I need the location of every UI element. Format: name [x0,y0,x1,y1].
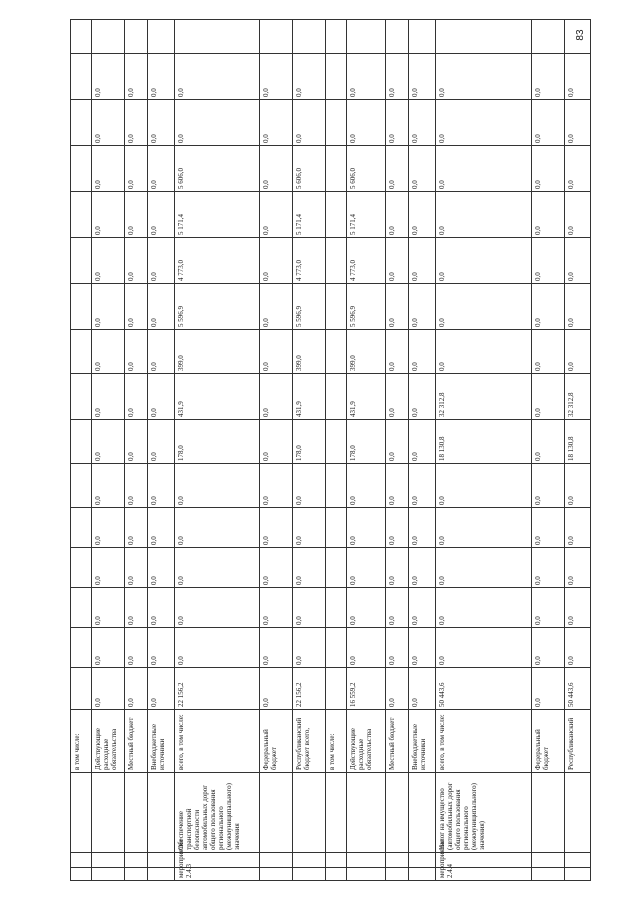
value-cell: 0,0 [531,330,564,374]
value-cell: 0,0 [174,464,259,508]
table-row [564,20,590,881]
label-cell: Федеральный бюджет [531,710,564,773]
value-cell: 4 773,0 [293,238,326,284]
label-cell [71,773,92,853]
value-cell: 0,0 [91,420,124,464]
value-cell: 0,0 [91,588,124,628]
label-cell [326,853,347,868]
value-cell [71,464,92,508]
value-cell: 0,0 [147,284,174,330]
value-cell: 0,0 [91,54,124,100]
value-cell [326,668,347,710]
value-cell: 399,0 [174,330,259,374]
value-cell: 0,0 [386,464,409,508]
value-cell: 0,0 [124,464,147,508]
value-cell [71,628,92,668]
value-cell: 0,0 [91,374,124,420]
value-cell: 0,0 [259,146,292,192]
value-cell: 0,0 [293,588,326,628]
value-cell: 0,0 [174,548,259,588]
value-cell: 0,0 [409,284,436,330]
value-cell: 0,0 [124,628,147,668]
table-row [531,20,564,881]
value-cell: 0,0 [124,192,147,238]
label-cell [293,868,326,881]
table-row [91,20,124,881]
label-cell: Обеспечение транспортной безопасности автомобильных дорог общего пользования регионального (межмуниципального) значения [174,773,259,853]
value-cell: 0,0 [409,628,436,668]
value-cell [124,20,147,54]
label-cell: Налог на имущество (автомобильных дорог общего пользования регионального (межмуниципального) значения) [436,773,531,853]
value-cell: 0,0 [531,464,564,508]
value-cell: 5 606,0 [293,146,326,192]
value-cell: 0,0 [436,192,531,238]
label-cell [259,868,292,881]
label-cell: всего, в том числе: [436,710,531,773]
value-cell: 0,0 [124,54,147,100]
value-cell: 431,9 [174,374,259,420]
rotated-document-page [70,40,591,881]
label-cell: Федеральный бюджет [259,710,292,773]
value-cell: 0,0 [259,668,292,710]
value-cell: 0,0 [347,54,386,100]
value-cell: 0,0 [436,238,531,284]
value-cell: 0,0 [564,464,590,508]
label-cell: Внебюджетные источники [147,710,174,773]
value-cell [147,20,174,54]
value-cell: 0,0 [259,374,292,420]
value-cell: 0,0 [147,54,174,100]
label-cell [293,853,326,868]
table-row [174,20,259,881]
value-cell: 0,0 [259,508,292,548]
value-cell: 0,0 [531,588,564,628]
value-cell [71,238,92,284]
value-cell: 0,0 [124,508,147,548]
table-row [386,20,409,881]
value-cell: 0,0 [91,548,124,588]
table-row [409,20,436,881]
value-cell: 0,0 [124,374,147,420]
value-cell: 0,0 [147,100,174,146]
table-row [293,20,326,881]
value-cell: 0,0 [386,588,409,628]
value-cell: 5 171,4 [293,192,326,238]
label-cell [326,868,347,881]
value-cell: 0,0 [147,508,174,548]
value-cell: 0,0 [436,464,531,508]
value-cell: 0,0 [347,464,386,508]
value-cell [71,374,92,420]
value-cell: 0,0 [147,146,174,192]
value-cell: 0,0 [564,284,590,330]
value-cell: 0,0 [174,508,259,548]
value-cell: 0,0 [293,628,326,668]
label-cell [531,773,564,853]
value-cell [71,100,92,146]
label-cell: Действующие расходные обязательства [347,710,386,773]
value-cell: 0,0 [293,100,326,146]
value-cell: 0,0 [531,420,564,464]
value-cell [386,20,409,54]
label-cell [259,773,292,853]
value-cell: 0,0 [259,628,292,668]
value-cell [71,284,92,330]
table-row [436,20,531,881]
value-cell [326,374,347,420]
value-cell [326,548,347,588]
value-cell [531,20,564,54]
value-cell: 0,0 [564,100,590,146]
value-cell: 0,0 [531,238,564,284]
value-cell: 5 596,9 [174,284,259,330]
value-cell: 0,0 [91,146,124,192]
value-cell [326,588,347,628]
value-cell: 22 156,2 [293,668,326,710]
value-cell: 5 606,0 [347,146,386,192]
value-cell: 32 312,8 [436,374,531,420]
value-cell: 0,0 [174,54,259,100]
value-cell: 431,9 [293,374,326,420]
value-cell: 0,0 [436,588,531,628]
value-cell: 22 156,2 [174,668,259,710]
value-cell [71,192,92,238]
value-cell [259,20,292,54]
value-cell [71,54,92,100]
value-cell [71,146,92,192]
value-cell: 0,0 [531,192,564,238]
table-row [124,20,147,881]
label-cell [124,853,147,868]
value-cell: 0,0 [386,548,409,588]
label-cell [147,773,174,853]
value-cell: 0,0 [409,420,436,464]
value-cell: 0,0 [564,146,590,192]
value-cell: 0,0 [409,100,436,146]
value-cell: 0,0 [91,628,124,668]
value-cell: 0,0 [147,628,174,668]
label-cell: в том числе: [326,710,347,773]
value-cell: 0,0 [147,420,174,464]
value-cell: 0,0 [259,100,292,146]
value-cell: 0,0 [91,508,124,548]
label-cell [386,868,409,881]
table-row [71,20,92,881]
value-cell [71,20,92,54]
value-cell: 0,0 [564,508,590,548]
label-cell: Местный бюджет [124,710,147,773]
value-cell: 50 443,6 [436,668,531,710]
value-cell [436,20,531,54]
label-cell: мероприятие 2.4.3 [174,868,259,881]
table-row [326,20,347,881]
value-cell: 5 171,4 [347,192,386,238]
value-cell: 18 130,8 [436,420,531,464]
value-cell: 0,0 [409,330,436,374]
value-cell: 0,0 [386,330,409,374]
value-cell: 0,0 [259,588,292,628]
value-cell: 0,0 [293,548,326,588]
value-cell: 0,0 [293,464,326,508]
value-cell: 0,0 [259,548,292,588]
value-cell [326,420,347,464]
value-cell: 5 171,4 [174,192,259,238]
value-cell: 178,0 [347,420,386,464]
value-cell [326,146,347,192]
value-cell: 0,0 [259,330,292,374]
value-cell [326,628,347,668]
label-cell [386,853,409,868]
value-cell: 0,0 [564,192,590,238]
budget-table [70,19,591,881]
value-cell: 0,0 [124,668,147,710]
value-cell: 0,0 [259,54,292,100]
value-cell: 0,0 [436,284,531,330]
label-cell [147,853,174,868]
value-cell: 0,0 [347,548,386,588]
value-cell: 0,0 [564,588,590,628]
value-cell: 5 596,9 [347,284,386,330]
value-cell: 0,0 [436,54,531,100]
label-cell: Внебюджетные источники [409,710,436,773]
value-cell: 399,0 [347,330,386,374]
value-cell: 4 773,0 [174,238,259,284]
value-cell: 0,0 [91,284,124,330]
value-cell: 0,0 [174,588,259,628]
value-cell: 0,0 [124,420,147,464]
value-cell [71,548,92,588]
value-cell: 0,0 [147,238,174,284]
label-cell: Местный бюджет [386,710,409,773]
value-cell: 0,0 [147,588,174,628]
value-cell [326,54,347,100]
value-cell: 0,0 [409,146,436,192]
value-cell: 0,0 [409,508,436,548]
value-cell: 5 606,0 [174,146,259,192]
label-cell [347,868,386,881]
value-cell: 0,0 [436,100,531,146]
value-cell [71,668,92,710]
value-cell: 0,0 [386,628,409,668]
label-cell [259,853,292,868]
value-cell: 431,9 [347,374,386,420]
label-cell [326,773,347,853]
value-cell: 0,0 [147,668,174,710]
value-cell: 0,0 [564,330,590,374]
value-cell: 0,0 [124,330,147,374]
value-cell: 0,0 [124,146,147,192]
value-cell: 0,0 [124,284,147,330]
value-cell [326,192,347,238]
value-cell: 0,0 [386,284,409,330]
value-cell [71,330,92,374]
label-cell [564,853,590,868]
value-cell: 0,0 [386,192,409,238]
value-cell: 0,0 [91,192,124,238]
value-cell [347,20,386,54]
label-cell [564,773,590,853]
value-cell: 0,0 [147,192,174,238]
value-cell [293,20,326,54]
value-cell: 0,0 [436,628,531,668]
label-cell [409,773,436,853]
table-row [347,20,386,881]
value-cell: 0,0 [91,238,124,284]
value-cell: 0,0 [347,508,386,548]
value-cell [326,508,347,548]
value-cell: 178,0 [174,420,259,464]
label-cell [347,853,386,868]
label-cell [91,868,124,881]
label-cell [386,773,409,853]
value-cell [326,330,347,374]
value-cell: 0,0 [409,464,436,508]
value-cell: 0,0 [347,628,386,668]
value-cell: 0,0 [531,668,564,710]
value-cell: 0,0 [564,238,590,284]
table-row [147,20,174,881]
value-cell: 0,0 [147,464,174,508]
value-cell: 0,0 [386,508,409,548]
value-cell: 0,0 [409,238,436,284]
label-cell [293,773,326,853]
value-cell [409,20,436,54]
value-cell: 0,0 [531,100,564,146]
value-cell: 0,0 [174,100,259,146]
value-cell: 4 773,0 [347,238,386,284]
value-cell: 0,0 [347,588,386,628]
label-cell: Республиканский бюджет всего, [293,710,326,773]
value-cell: 0,0 [347,100,386,146]
page-number: 83 [575,29,586,41]
value-cell [71,420,92,464]
value-cell: 0,0 [91,668,124,710]
label-cell: Действующие расходные обязательства [91,710,124,773]
value-cell: 0,0 [91,100,124,146]
value-cell: 0,0 [124,100,147,146]
value-cell: 0,0 [259,464,292,508]
value-cell: 0,0 [436,146,531,192]
value-cell: 0,0 [564,548,590,588]
value-cell: 0,0 [409,588,436,628]
label-cell [124,868,147,881]
label-cell [91,773,124,853]
label-cell [91,853,124,868]
label-cell [71,868,92,881]
value-cell [326,238,347,284]
label-cell [71,853,92,868]
value-cell: 0,0 [147,374,174,420]
value-cell: 0,0 [147,330,174,374]
label-cell: Республиканский [564,710,590,773]
label-cell [409,868,436,881]
value-cell: 0,0 [409,374,436,420]
value-cell: 0,0 [386,146,409,192]
value-cell: 0,0 [531,146,564,192]
value-cell: 0,0 [174,628,259,668]
value-cell: 0,0 [409,548,436,588]
value-cell: 32 312,8 [564,374,590,420]
value-cell: 0,0 [259,192,292,238]
value-cell [326,20,347,54]
value-cell: 0,0 [531,284,564,330]
value-cell [326,284,347,330]
value-cell [71,588,92,628]
value-cell: 0,0 [409,668,436,710]
value-cell: 0,0 [436,330,531,374]
value-cell: 0,0 [259,238,292,284]
label-cell [531,853,564,868]
value-cell: 0,0 [147,548,174,588]
value-cell: 0,0 [386,100,409,146]
value-cell [326,100,347,146]
value-cell: 0,0 [293,508,326,548]
value-cell: 0,0 [564,54,590,100]
value-cell: 0,0 [124,238,147,284]
value-cell: 0,0 [124,548,147,588]
label-cell [347,773,386,853]
value-cell: 0,0 [531,548,564,588]
label-cell [147,868,174,881]
table-row [259,20,292,881]
value-cell: 0,0 [409,192,436,238]
value-cell: 0,0 [386,668,409,710]
value-cell: 16 559,2 [347,668,386,710]
label-cell [409,853,436,868]
value-cell [326,464,347,508]
value-cell: 0,0 [386,374,409,420]
value-cell: 0,0 [531,374,564,420]
label-cell [564,868,590,881]
value-cell: 0,0 [409,54,436,100]
value-cell: 0,0 [124,588,147,628]
label-cell: всего, в том числе: [174,710,259,773]
value-cell: 178,0 [293,420,326,464]
value-cell: 0,0 [259,420,292,464]
value-cell: 399,0 [293,330,326,374]
value-cell: 5 596,9 [293,284,326,330]
label-cell [124,773,147,853]
value-cell: 18 130,8 [564,420,590,464]
value-cell: 0,0 [386,238,409,284]
value-cell: 0,0 [293,54,326,100]
value-cell: 0,0 [531,54,564,100]
value-cell [174,20,259,54]
value-cell: 0,0 [259,284,292,330]
value-cell: 0,0 [91,330,124,374]
value-cell [71,508,92,548]
label-cell: в том числе: [71,710,92,773]
value-cell: 0,0 [564,628,590,668]
value-cell: 50 443,6 [564,668,590,710]
value-cell [91,20,124,54]
value-cell: 0,0 [91,464,124,508]
value-cell: 0,0 [436,508,531,548]
value-cell: 0,0 [386,420,409,464]
value-cell: 0,0 [531,508,564,548]
label-cell [531,868,564,881]
label-cell: мероприятие 2.4.4 [436,868,531,881]
value-cell: 0,0 [531,628,564,668]
value-cell: 0,0 [386,54,409,100]
value-cell: 0,0 [436,548,531,588]
